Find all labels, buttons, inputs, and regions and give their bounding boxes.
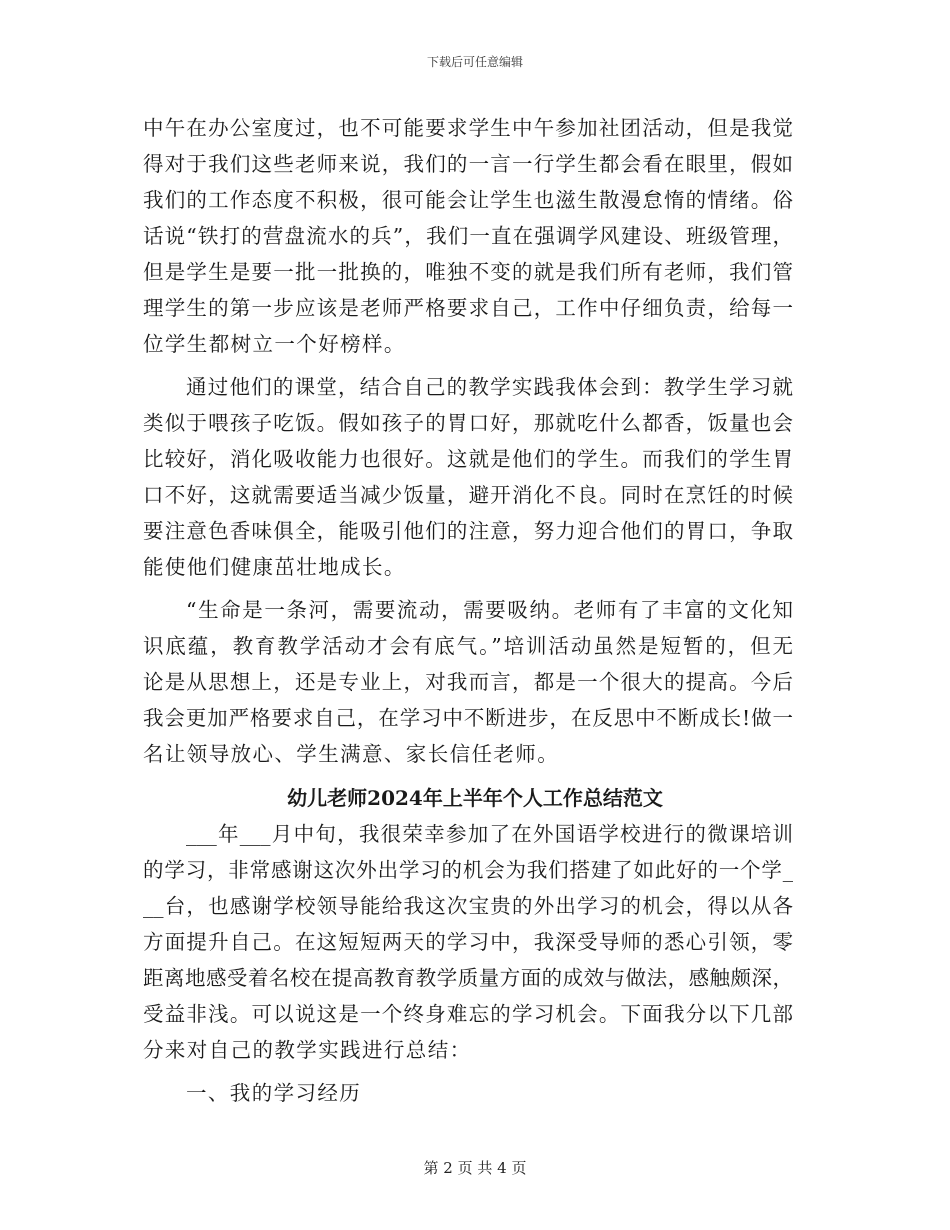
text-line: 要注意色香味俱全，能吸引他们的注意，努力迎合他们的胃口，争取 [143, 519, 793, 543]
text-line: 话说“铁打的营盘流水的兵”，我们一直在强调学风建设、班级管理， [143, 224, 793, 248]
page-header: 下载后可任意编辑 [426, 55, 523, 69]
text-line: 中午在办公室度过，也不可能要求学生中午参加社团活动，但是我觉 [143, 116, 793, 140]
text-line: 我们的工作态度不积极，很可能会让学生也滋生散漫怠惰的情绪。俗 [143, 188, 793, 212]
text-line: 比较好，消化吸收能力也很好。这就是他们的学生。而我们的学生胃 [143, 447, 793, 471]
text-line: 能使他们健康茁壮地成长。 [143, 555, 406, 579]
text-line: 类似于喂孩子吃饭。假如孩子的胃口好，那就吃什么都香，饭量也会 [143, 411, 793, 435]
text-line: 距离地感受着名校在提高教育教学质量方面的成效与做法，感触颇深， [143, 966, 793, 990]
text-line: 分来对自己的教学实践进行总结： [143, 1038, 472, 1062]
text-line: 得对于我们这些老师来说，我们的一言一行学生都会看在眼里，假如 [143, 152, 793, 176]
text-line: 论是从思想上，还是专业上，对我而言，都是一个很大的提高。今后 [143, 670, 793, 694]
text-line: 通过他们的课堂，结合自己的教学实践我体会到：教学生学习就 [186, 375, 793, 399]
text-line: 方面提升自己。在这短短两天的学习中，我深受导师的悉心引领，零 [143, 930, 793, 954]
text-line: ___年___月中旬，我很荣幸参加了在外国语学校进行的微课培训 [186, 822, 793, 846]
text-line: 我会更加严格要求自己，在学习中不断进步，在反思中不断成长!做一 [143, 706, 793, 730]
text-line: __台，也感谢学校领导能给我这次宝贵的外出学习的机会，得以从各 [143, 894, 793, 918]
text-line: 但是学生是要一批一批换的，唯独不变的就是我们所有老师，我们管 [143, 260, 793, 284]
text-line: 识底蕴，教育教学活动才会有底气。”培训活动虽然是短暂的，但无 [143, 634, 793, 658]
text-line: 口不好，这就需要适当减少饭量，避开消化不良。同时在烹饪的时候 [143, 483, 793, 507]
text-line: 一、我的学习经历 [186, 1081, 362, 1105]
page-footer: 第 2 页 共 4 页 [423, 1159, 527, 1177]
text-line: 受益非浅。可以说这是一个终身难忘的学习机会。下面我分以下几部 [143, 1002, 793, 1026]
section-title: 幼儿老师2024年上半年个人工作总结范文 [287, 786, 663, 810]
text-line: 的学习，非常感谢这次外出学习的机会为我们搭建了如此好的一个学_ [143, 858, 793, 882]
text-line: 名让领导放心、学生满意、家长信任老师。 [143, 742, 560, 766]
text-line: “生命是一条河，需要流动，需要吸纳。老师有了丰富的文化知 [186, 598, 793, 622]
text-line: 位学生都树立一个好榜样。 [143, 332, 406, 356]
text-line: 理学生的第一步应该是老师严格要求自己，工作中仔细负责，给每一 [143, 296, 793, 320]
